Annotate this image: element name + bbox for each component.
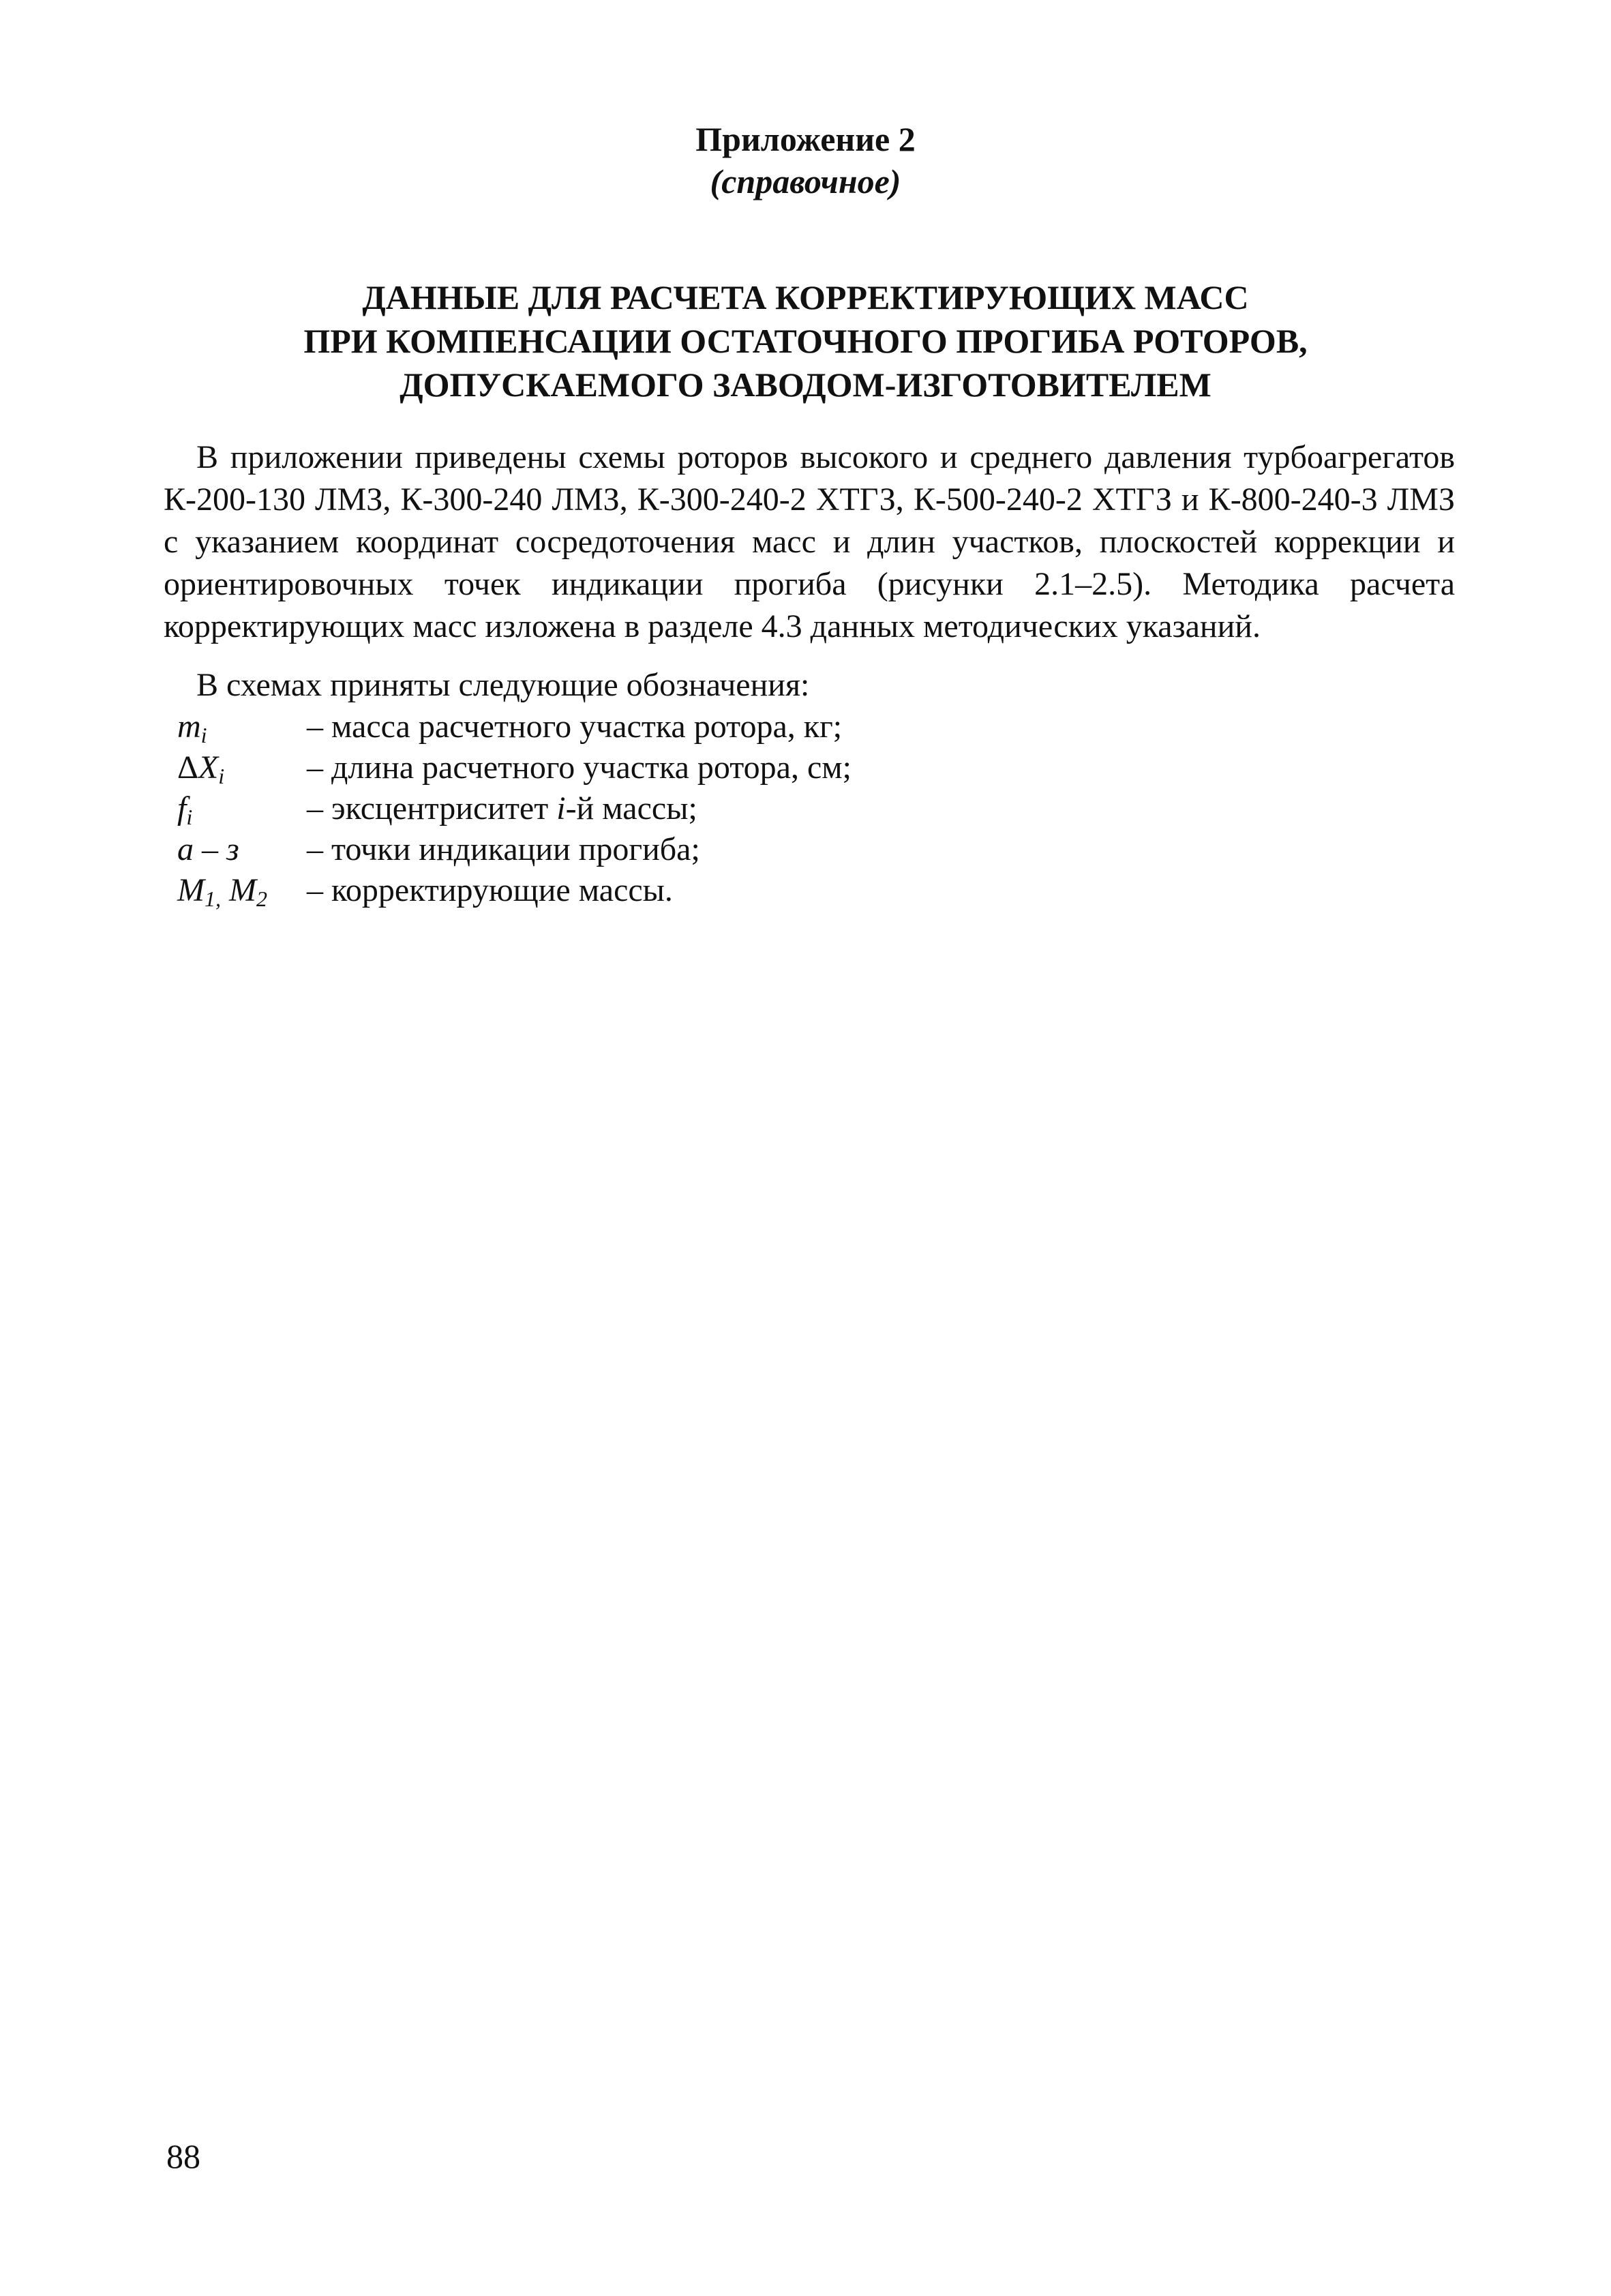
desc-a-z: – точки индикации прогиба; xyxy=(307,831,700,867)
intro-paragraph: В приложении приведены схемы роторов высокого и среднего давления турбоагрегатов К-200-130 ЛМЗ, К-300-240 ЛМЗ, К-300-240-2 ХТГЗ, К-500-240-2 ХТГЗ и К-800-240-3 ЛМЗ с указанием координат сосредоточения масс и длин участков, плоскостей коррекции и ориентировочных точек индикации прогиба (рисунки 2.1–2.5). Методика расчета корректирующих масс изложена в разделе 4.3 данных методических указаний. xyxy=(164,439,1455,644)
document-heading xyxy=(0,275,1611,406)
page-number: 88 xyxy=(166,2137,200,2175)
legend-row-mass xyxy=(177,706,852,747)
symbol-fi: $f_i$ xyxy=(177,790,193,829)
legend-row-length xyxy=(177,747,852,788)
legend-row-indication-points xyxy=(177,829,852,870)
symbol-a-z: а – з xyxy=(177,831,239,867)
heading-line-2: ПРИ КОМПЕНСАЦИИ ОСТАТОЧНОГО ПРОГИБА РОТОРОВ, xyxy=(303,322,1308,360)
legend-intro: В схемах приняты следующие обозначения: xyxy=(196,667,810,703)
symbol-m1-m2: $M_{1,}$ $M_2$ xyxy=(177,872,267,911)
legend-row-eccentricity xyxy=(177,788,852,829)
symbol-dxi: $\Delta X_i$ xyxy=(177,749,225,788)
desc-fi: – эксцентриситет i-й массы; xyxy=(307,790,697,826)
notation-legend xyxy=(177,706,852,911)
heading-line-3: ДОПУСКАЕМОГО ЗАВОДОМ-ИЗГОТОВИТЕЛЕМ xyxy=(400,366,1211,404)
desc-m1-m2: – корректирующие массы. xyxy=(307,872,673,908)
desc-dxi: – длина расчетного участка ротора, см; xyxy=(307,749,852,786)
appendix-subtitle: (справочное) xyxy=(710,162,901,200)
desc-mi: – масса расчетного участка ротора, кг; xyxy=(307,709,843,745)
legend-row-correction-masses xyxy=(177,870,852,911)
heading-line-1: ДАННЫЕ ДЛЯ РАСЧЕТА КОРРЕКТИРУЮЩИХ МАСС xyxy=(362,278,1249,316)
symbol-mi: $m_i$ xyxy=(177,709,207,747)
appendix-title: Приложение 2 xyxy=(695,120,916,158)
